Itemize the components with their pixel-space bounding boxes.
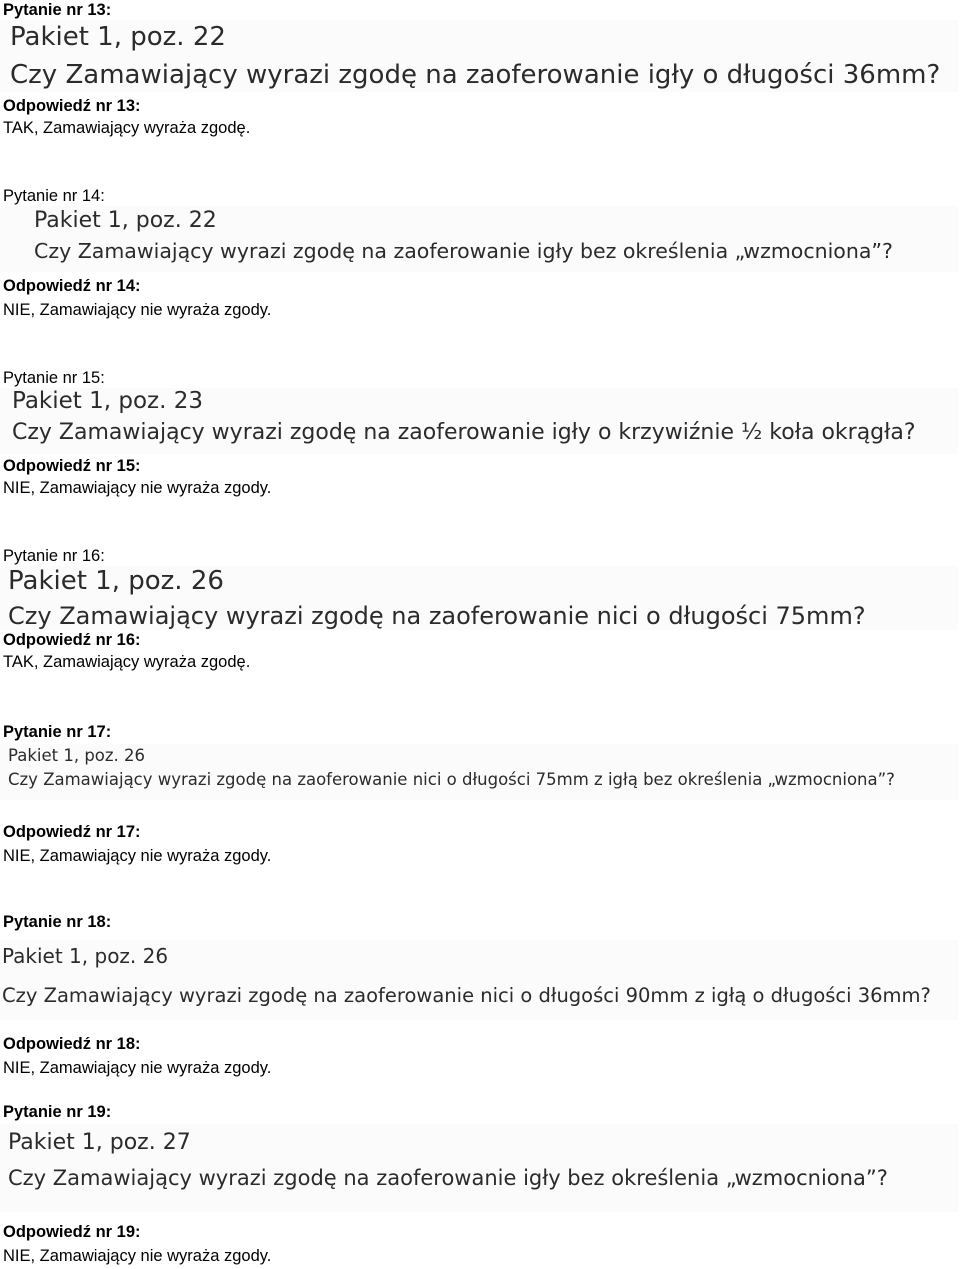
scan-line-question: Czy Zamawiający wyrazi zgodę na zaoferowanie nici o długości 75mm z igłą bez określenia „wzmocniona”? <box>8 770 895 789</box>
answer-text-18: NIE, Zamawiający nie wyraża zgody. <box>3 1059 272 1077</box>
answer-label-19: Odpowiedź nr 19: <box>3 1223 141 1241</box>
scan-line-question: Czy Zamawiający wyrazi zgodę na zaoferowanie igły o krzywiźnie ½ koła okrągła? <box>12 420 916 445</box>
answer-text-17: NIE, Zamawiający nie wyraża zgody. <box>3 847 272 865</box>
scanned-question-18 <box>0 940 958 1020</box>
scan-line-position: Pakiet 1, poz. 22 <box>10 22 226 52</box>
scanned-question-17 <box>0 744 958 800</box>
scan-line-position: Pakiet 1, poz. 26 <box>8 566 224 596</box>
scan-line-question: Czy Zamawiający wyrazi zgodę na zaoferowanie nici o długości 75mm? <box>8 602 866 630</box>
scan-line-question: Czy Zamawiający wyrazi zgodę na zaoferowanie igły bez określenia „wzmocniona”? <box>34 239 893 263</box>
answer-text-16: TAK, Zamawiający wyraża zgodę. <box>3 653 251 671</box>
question-label-13: Pytanie nr 13: <box>3 1 112 19</box>
scan-line-position: Pakiet 1, poz. 23 <box>12 388 204 414</box>
scanned-question-16 <box>0 566 958 630</box>
question-label-19: Pytanie nr 19: <box>3 1103 112 1121</box>
scan-line-position: Pakiet 1, poz. 22 <box>34 208 217 233</box>
question-label-15: Pytanie nr 15: <box>3 369 105 387</box>
scan-line-position: Pakiet 1, poz. 27 <box>8 1130 191 1155</box>
answer-text-19: NIE, Zamawiający nie wyraża zgody. <box>3 1247 272 1265</box>
question-label-18: Pytanie nr 18: <box>3 913 112 931</box>
answer-label-16: Odpowiedź nr 16: <box>3 631 141 649</box>
answer-text-15: NIE, Zamawiający nie wyraża zgody. <box>3 479 272 497</box>
answer-label-18: Odpowiedź nr 18: <box>3 1035 141 1053</box>
question-label-17: Pytanie nr 17: <box>3 723 112 741</box>
answer-label-13: Odpowiedź nr 13: <box>3 97 141 115</box>
scan-line-question: Czy Zamawiający wyrazi zgodę na zaoferowanie igły bez określenia „wzmocniona”? <box>8 1166 888 1190</box>
scan-line-question: Czy Zamawiający wyrazi zgodę na zaoferowanie igły o długości 36mm? <box>10 60 941 90</box>
question-label-14: Pytanie nr 14: <box>3 187 105 205</box>
scanned-question-13 <box>0 20 958 92</box>
answer-text-14: NIE, Zamawiający nie wyraża zgody. <box>3 301 272 319</box>
answer-label-17: Odpowiedź nr 17: <box>3 823 141 841</box>
answer-label-14: Odpowiedź nr 14: <box>3 277 141 295</box>
question-label-16: Pytanie nr 16: <box>3 547 105 565</box>
answer-text-13: TAK, Zamawiający wyraża zgodę. <box>3 119 251 137</box>
scanned-question-19 <box>0 1124 958 1212</box>
scan-line-position: Pakiet 1, poz. 26 <box>8 746 146 765</box>
answer-label-15: Odpowiedź nr 15: <box>3 457 141 475</box>
scanned-question-15 <box>0 388 958 454</box>
scanned-question-14 <box>0 206 958 272</box>
scan-line-question: Czy Zamawiający wyrazi zgodę na zaoferowanie nici o długości 90mm z igłą o długości 36mm? <box>2 984 931 1007</box>
scan-line-position: Pakiet 1, poz. 26 <box>2 944 169 968</box>
